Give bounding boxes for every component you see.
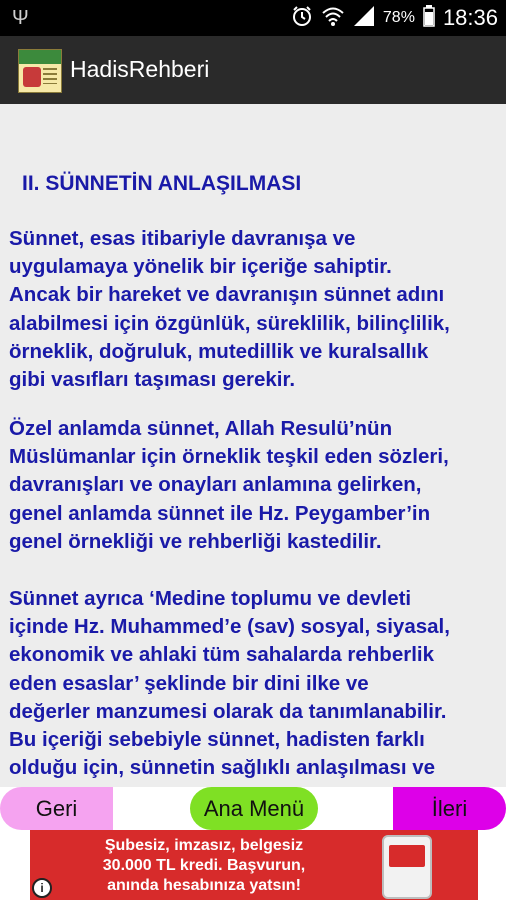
alarm-icon — [291, 5, 313, 32]
battery-percent: 78% — [382, 9, 415, 26]
signal-icon — [353, 5, 375, 32]
navigation-bar — [0, 787, 506, 830]
ad-banner[interactable] — [30, 830, 478, 900]
status-bar — [0, 0, 506, 36]
clock: 18:36 — [442, 5, 498, 30]
battery-icon — [423, 5, 435, 32]
app-title: HadisRehberi — [70, 56, 210, 82]
ad-text: Şubesiz, imzasız, belgesiz 30.000 TL kredi. Başvurun, anında hesabınıza yatsın! — [102, 837, 306, 894]
status-icons — [291, 0, 498, 36]
content-area[interactable] — [0, 104, 506, 787]
usb-icon: Ψ — [12, 7, 29, 29]
paragraph-1: Sünnet, esas itibariyle davranışa ve uygulamaya yönelik bir içeriğe sahiptir. Ancak bir hareket ve davranışın sünnet adını alabilmesi için özgünlük, süreklilik, bilinçlilik, örneklik, doğruluk, mutedillik ve kuralsallık gibi vasıfları taşıması gerekir. — [9, 227, 450, 392]
main-menu-button[interactable]: Ana Menü — [190, 787, 318, 830]
phone-image — [382, 835, 432, 899]
wifi-icon — [321, 5, 345, 32]
action-bar — [0, 36, 506, 106]
section-heading: II. SÜNNETİN ANLAŞILMASI — [22, 172, 302, 195]
ad-area — [0, 830, 506, 900]
paragraph-3: Sünnet ayrıca ‘Medine toplumu ve devleti içinde Hz. Muhammed’e (sav) sosyal, siyasal, ekonomik ve ahlaki tüm sahalarda rehberlik eden esaslar’ şeklinde bir dini ilke ve değerler manzumesi olarak da tanımlanabilir. Bu içeriği sebebiyle sünnet, hadisten farklı olduğu için, sünnetin sağlıklı anlaşılması ve — [9, 587, 450, 780]
info-icon[interactable]: i — [32, 878, 52, 898]
next-button[interactable]: İleri — [393, 787, 506, 830]
app-logo — [18, 49, 62, 93]
paragraph-2: Özel anlamda sünnet, Allah Resulü’nün Müslümanlar için örneklik teşkil eden sözleri, davranışları ve onayları anlamına gelirken, genel anlamda sünnet ile Hz. Peygamber’in genel örnekliği ve rehberliği kastedilir. — [9, 417, 449, 553]
back-button[interactable]: Geri — [0, 787, 113, 830]
